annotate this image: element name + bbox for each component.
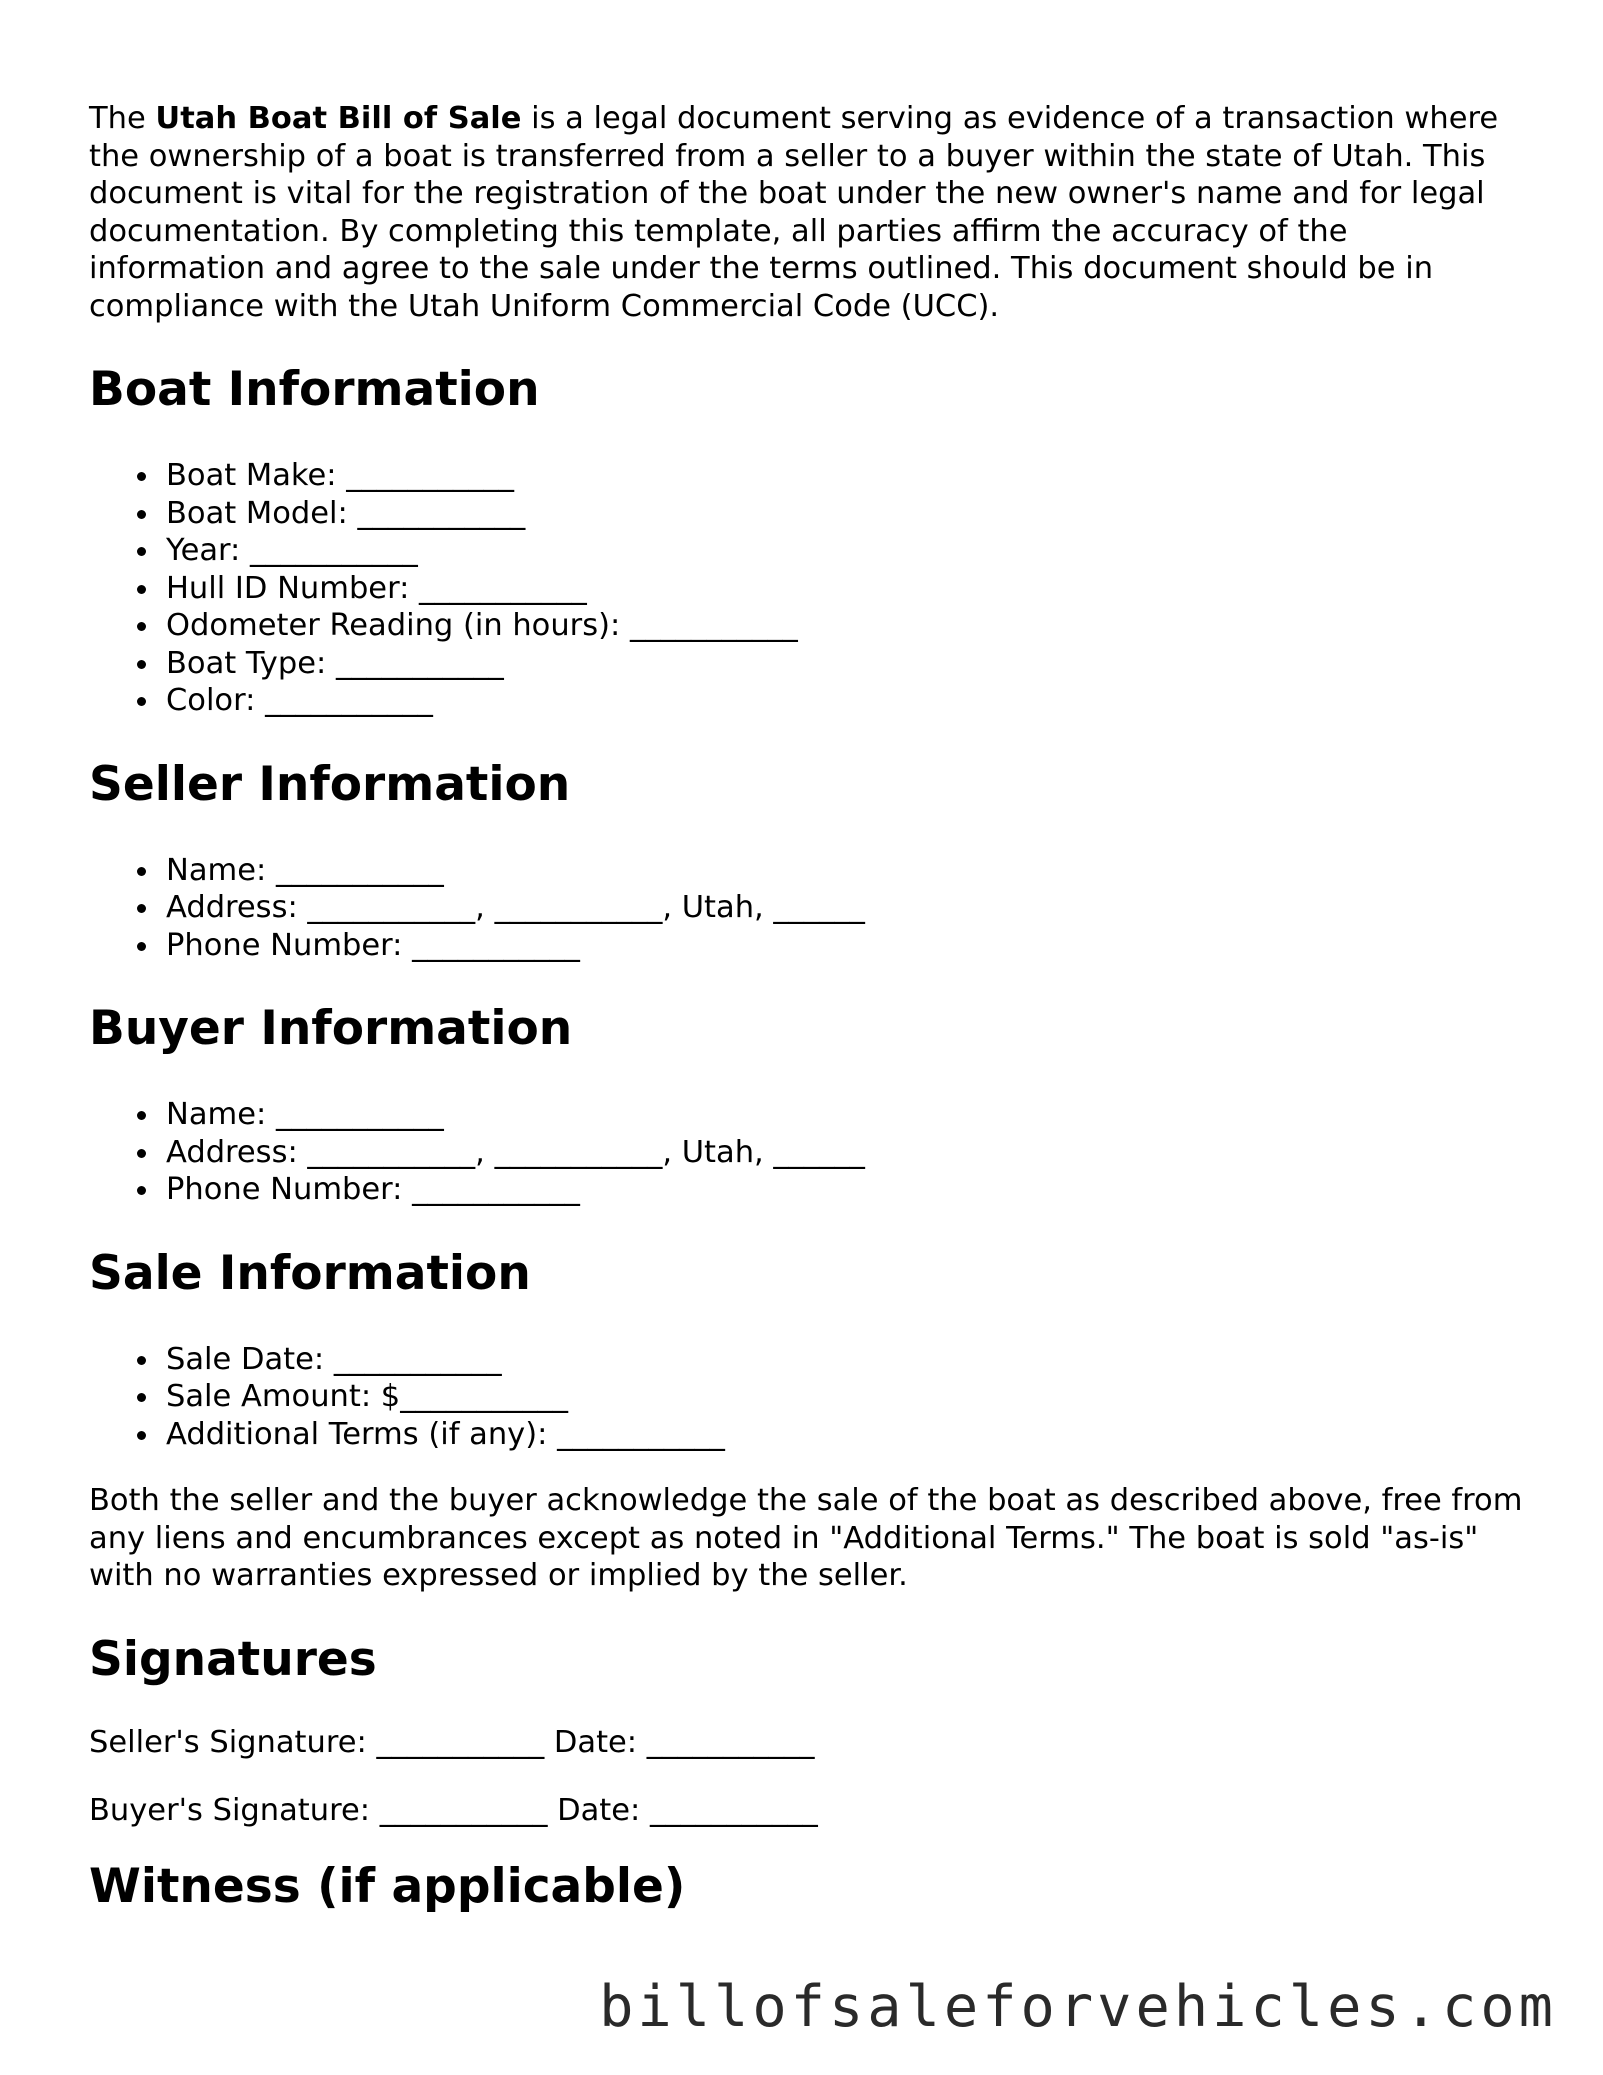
list-item-buyer-phone: Phone Number: ___________ bbox=[166, 1171, 1529, 1209]
list-item-sale-amount: Sale Amount: $___________ bbox=[166, 1378, 1529, 1416]
boat-information-heading: Boat Information bbox=[89, 362, 540, 417]
list-item-boat-model: Boat Model: ___________ bbox=[166, 495, 1529, 533]
signatures-heading: Signatures bbox=[89, 1631, 377, 1687]
list-item-odometer: Odometer Reading (in hours): ___________ bbox=[166, 607, 1529, 645]
watermark-text: billofsaleforvehicles.com bbox=[599, 1974, 1557, 2040]
intro-after: is a legal document serving as evidence of a transaction where the ownership of a boat is transferred from a seller to a buyer within the state of Utah. This document is vital for the registration of the boat under the new owner's name and for legal documentation. By completing this template, all parties affirm the accuracy of the information and agree to the sale under the terms outlined. This document should be in compliance with the Utah Uniform Commercial Code (UCC). bbox=[89, 101, 1499, 324]
buyer-information-heading: Buyer Information bbox=[89, 1001, 573, 1056]
buyer-information-list bbox=[89, 1096, 1529, 1209]
list-item-hull-id: Hull ID Number: ___________ bbox=[166, 570, 1529, 608]
list-item-additional-terms: Additional Terms (if any): ___________ bbox=[166, 1416, 1529, 1454]
list-item-year: Year: ___________ bbox=[166, 532, 1529, 570]
list-item-seller-name: Name: ___________ bbox=[166, 852, 1529, 890]
seller-information-list bbox=[89, 852, 1529, 965]
buyer-signature-line: Buyer's Signature: ___________ Date: ___________ bbox=[89, 1793, 818, 1828]
intro-paragraph bbox=[89, 100, 1529, 325]
list-item-buyer-address: Address: ___________, ___________, Utah, ______ bbox=[166, 1134, 1529, 1172]
sale-information-list bbox=[89, 1341, 1529, 1454]
intro-before: The bbox=[89, 101, 156, 136]
seller-information-heading: Seller Information bbox=[89, 756, 571, 812]
list-item-seller-phone: Phone Number: ___________ bbox=[166, 927, 1529, 965]
list-item-seller-address: Address: ___________, ___________, Utah, ______ bbox=[166, 889, 1529, 927]
list-item-boat-type: Boat Type: ___________ bbox=[166, 645, 1529, 683]
list-item-buyer-name: Name: ___________ bbox=[166, 1096, 1529, 1134]
acknowledgment-paragraph: Both the seller and the buyer acknowledge the sale of the boat as described above, free from any liens and encumbrances except as noted in "Additional Terms." The boat is sold "as-is" with no warranties expressed or implied by the seller. bbox=[89, 1483, 1523, 1593]
boat-information-list bbox=[89, 457, 1529, 720]
sale-information-heading: Sale Information bbox=[89, 1245, 531, 1301]
list-item-sale-date: Sale Date: ___________ bbox=[166, 1341, 1529, 1379]
list-item-boat-make: Boat Make: ___________ bbox=[166, 457, 1529, 495]
witness-heading: Witness (if applicable) bbox=[89, 1858, 686, 1914]
seller-signature-line: Seller's Signature: ___________ Date: ___________ bbox=[89, 1724, 815, 1760]
document-page bbox=[89, 100, 1529, 1915]
list-item-color: Color: ___________ bbox=[166, 682, 1529, 720]
intro-title-bold: Utah Boat Bill of Sale bbox=[155, 101, 522, 136]
